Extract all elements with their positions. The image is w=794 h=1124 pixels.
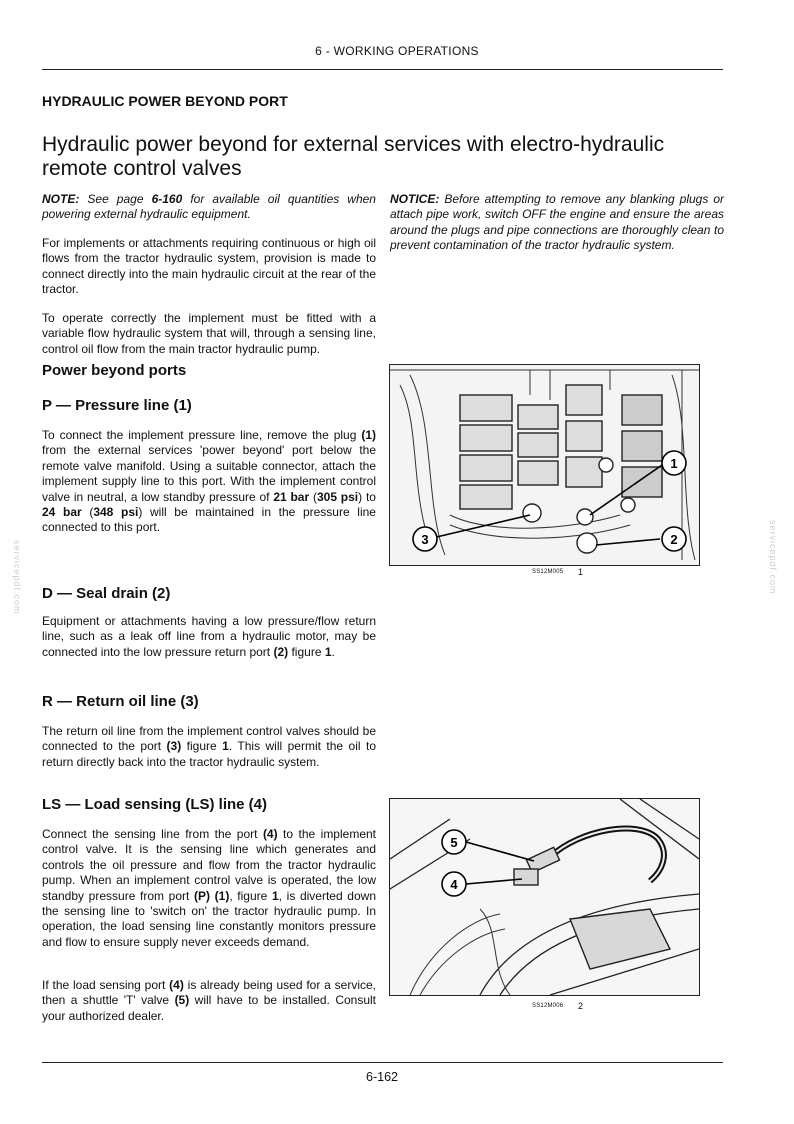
callout-2: 2 (670, 532, 678, 547)
intro-paragraph-2: To operate correctly the implement must be fitted with a variable flow hydraulic system that will, through a sensing line, control oil flow from the main tractor hydraulic pump. (42, 311, 376, 356)
text: figure (181, 739, 223, 754)
watermark-left: servicepdf.com (12, 540, 22, 615)
load-sensing-port-illustration (390, 799, 699, 995)
ref: 1 (271, 888, 279, 903)
figure-2-number: 2 (578, 1001, 584, 1011)
callout-3: 3 (421, 532, 429, 547)
callout-5: 5 (450, 835, 458, 850)
seal-drain-paragraph (42, 614, 376, 660)
page-number: 6-162 (366, 1070, 398, 1084)
note-label: NOTE: (42, 192, 80, 206)
load-sensing-paragraph (42, 827, 376, 950)
text: Connect the sensing line from the port (42, 827, 263, 841)
ref: (2) (273, 644, 289, 659)
figure-2-code: SS12M006 (532, 1003, 564, 1009)
text: will have to be installed. Consult your authorized dealer. (42, 993, 377, 1023)
ref: (4) (169, 978, 184, 992)
ref: 1 (222, 739, 229, 754)
value: 24 bar (42, 505, 82, 520)
text: ( (309, 489, 317, 504)
text: from the external services 'power beyond' port below the remote valve manifold. Using a suitable connector, attach the implement supply line to this port. With the implement control valve in neutral, a low standby pressure of (42, 443, 376, 504)
callout-4: 4 (450, 877, 458, 892)
running-header: 6 - WORKING OPERATIONS (315, 44, 479, 58)
page-title (42, 133, 732, 181)
header-rule (42, 69, 723, 70)
value: 305 psi (316, 489, 359, 504)
callout-1: 1 (670, 456, 678, 471)
intro-paragraph-1: For implements or attachments requiring continuous or high oil flows from the tractor hydraulic system, provision is made to connect directly into the main hydraulic circuit at the rear of the tractor. (42, 236, 376, 297)
figure-1-number: 1 (578, 567, 584, 577)
load-sensing-heading: LS — Load sensing (LS) line (4) (42, 796, 268, 813)
notice-paragraph (390, 192, 724, 254)
ref: (3) (166, 739, 182, 754)
figure-2-photo (389, 798, 700, 996)
text: figure (288, 644, 325, 659)
notice-label: NOTICE: (390, 192, 440, 206)
figure-1-photo (389, 364, 700, 566)
text: ) will be maintained in the pressure line connected to this port. (42, 505, 376, 535)
text: to the implement control valve. It is the sensing line which generates and controls the oil pressure and flow from the tractor hydraulic pump. When an implement control valve is operated, the low standby pressure from port (42, 827, 377, 903)
ref: (P) (194, 888, 210, 903)
note-paragraph (42, 192, 376, 223)
shuttle-valve-paragraph (42, 978, 376, 1024)
value: 21 bar (273, 489, 310, 504)
text: is already being used for a service, then a shuttle 'T' valve (42, 978, 376, 1008)
value: 348 psi (93, 505, 139, 520)
note-text-1: See page (79, 192, 152, 206)
page-title-line-2: remote control valves (42, 157, 242, 180)
ref: 1 (324, 644, 332, 659)
ref: (5) (174, 993, 190, 1008)
ref: (4) (262, 827, 278, 841)
seal-drain-heading: D — Seal drain (2) (42, 585, 171, 602)
text: ) to (358, 489, 376, 504)
text: . This will permit the oil to return directly back into the tractor hydraulic system. (42, 739, 376, 769)
return-line-heading: R — Return oil line (3) (42, 693, 199, 710)
ref: (1) (361, 428, 376, 442)
notice-text: Before attempting to remove any blanking plugs or attach pipe work, switch OFF the engine and ensure the areas around the plugs and pipe connections are thoroughly clean to prevent contamination of the tractor hydraulic system. (390, 192, 724, 253)
section-title: HYDRAULIC POWER BEYOND PORT (42, 93, 288, 109)
ref: (1) (214, 888, 230, 903)
text: , is diverted down the sensing line to 'switch on' the tractor hydraulic pump. In operation, the load sensing line constantly monitors pressure and flow to ensure supply never exceeds demand. (42, 888, 376, 949)
return-line-paragraph (42, 724, 376, 770)
hydraulic-valves-illustration (390, 365, 699, 565)
text: , figure (229, 888, 272, 903)
text: The return oil line from the implement control valves should be connected to the port (42, 724, 376, 754)
text: Equipment or attachments having a low pressure/flow return line, such as a leak off line from a hydraulic motor, may be connected into the low pressure return port (42, 614, 376, 659)
figure-1-code: SS12M005 (532, 569, 564, 575)
text: . (331, 644, 335, 659)
text: If the load sensing port (42, 978, 170, 992)
note-text-2: for available oil quantities when powering external hydraulic equipment. (42, 192, 376, 222)
watermark-right: servicepdf.com (768, 520, 778, 595)
pressure-line-heading: P — Pressure line (1) (42, 397, 192, 414)
note-page-ref: 6-160 (151, 192, 183, 206)
power-beyond-heading: Power beyond ports (42, 362, 187, 379)
text: ( (81, 505, 94, 520)
text: To connect the implement pressure line, remove the plug (42, 428, 362, 442)
footer-rule (42, 1062, 723, 1063)
page-title-line-1: Hydraulic power beyond for external services with electro-hydraulic (42, 133, 665, 156)
pressure-line-paragraph (42, 428, 376, 536)
